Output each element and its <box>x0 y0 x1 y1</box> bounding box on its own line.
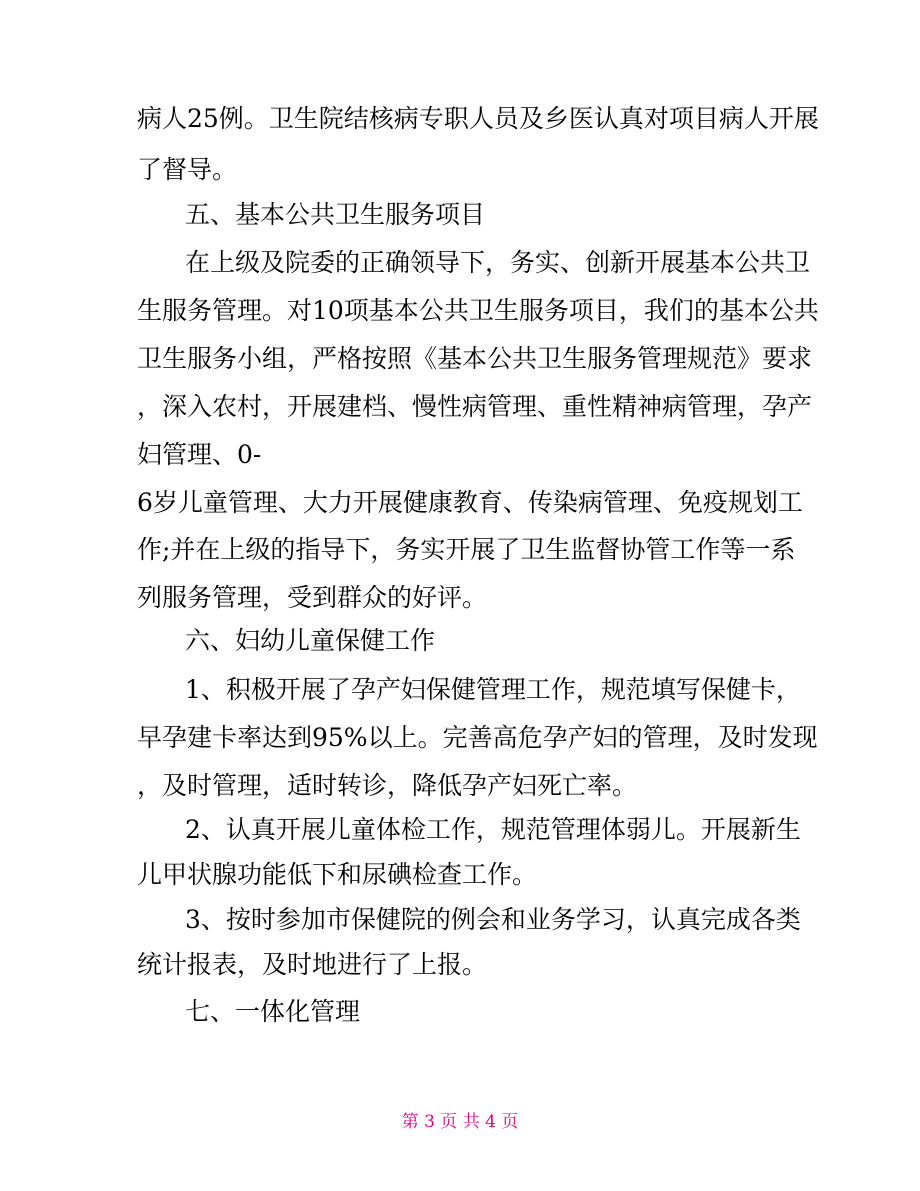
section-heading: 五、基本公共卫生服务项目 <box>185 200 486 229</box>
text-line: ，深入农村，开展建档、慢性病管理、重性精神病管理，孕产 <box>137 392 813 421</box>
text-line: 3、按时参加市保健院的例会和业务学习，认真完成各类 <box>185 905 801 934</box>
section-heading: 七、一体化管理 <box>185 997 361 1026</box>
text-line: 统计报表，及时地进行了上报。 <box>137 950 488 979</box>
text-line: 病人25例。卫生院结核病专职人员及乡医认真对项目病人开展 <box>137 104 819 133</box>
text-line: 列服务管理，受到群众的好评。 <box>137 583 488 612</box>
text-line: 2、认真开展儿童体检工作，规范管理体弱儿。开展新生 <box>185 815 801 844</box>
text-line: 了督导。 <box>137 155 238 184</box>
text-line: 生服务管理。对10项基本公共卫生服务项目，我们的基本公共 <box>137 296 819 325</box>
section-heading: 六、妇幼儿童保健工作 <box>185 626 436 655</box>
text-line: 在上级及院委的正确领导下，务实、创新开展基本公共卫 <box>185 248 811 277</box>
text-line: 6岁儿童管理、大力开展健康教育、传染病管理、免疫规划工 <box>137 488 803 517</box>
text-line: 作;并在上级的指导下，务实开展了卫生监督协管工作等一系 <box>137 535 796 564</box>
page-number-footer: 第 3 页 共 4 页 <box>401 1112 519 1132</box>
text-line: 早孕建卡率达到95%以上。完善高危孕产妇的管理，及时发现 <box>137 723 818 752</box>
text-line: ，及时管理，适时转诊，降低孕产妇死亡率。 <box>137 771 638 800</box>
text-line: 1、积极开展了孕产妇保健管理工作，规范填写保健卡， <box>185 675 801 704</box>
text-line: 儿甲状腺功能低下和尿碘检查工作。 <box>137 860 538 889</box>
text-line: 妇管理、0- <box>137 440 262 469</box>
text-line: 卫生服务小组，严格按照《基本公共卫生服务管理规范》要求 <box>137 344 813 373</box>
